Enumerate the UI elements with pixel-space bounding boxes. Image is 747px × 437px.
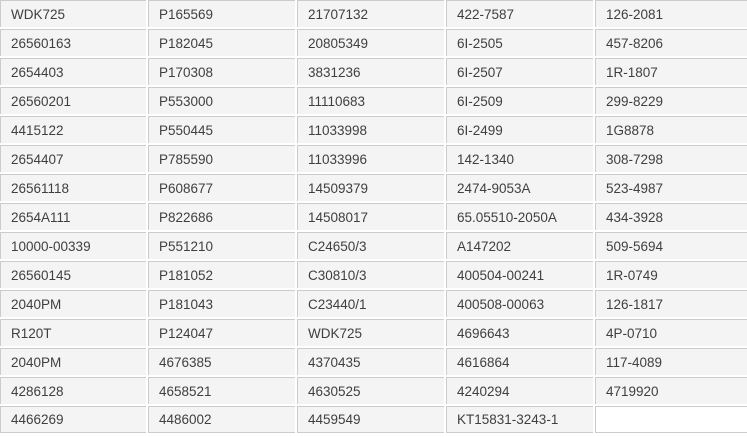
table-cell: 6I-2499 xyxy=(446,116,593,143)
table-cell: 4676385 xyxy=(148,348,295,375)
table-cell: 4P-0710 xyxy=(595,319,747,346)
table-cell: 1R-0749 xyxy=(595,261,747,288)
table-cell: 10000-00339 xyxy=(0,232,146,259)
table-cell: WDK725 xyxy=(0,0,146,27)
table-cell: 2474-9053A xyxy=(446,174,593,201)
table-cell: 26561118 xyxy=(0,174,146,201)
table-cell: 4466269 xyxy=(0,406,146,433)
table-cell: P822686 xyxy=(148,203,295,230)
table-cell: 126-2081 xyxy=(595,0,747,27)
table-cell: 21707132 xyxy=(297,0,444,27)
table-cell: 4658521 xyxy=(148,377,295,404)
table-cell: 6I-2509 xyxy=(446,87,593,114)
table-cell: 6I-2505 xyxy=(446,29,593,56)
table-cell: 523-4987 xyxy=(595,174,747,201)
table-cell: 4630525 xyxy=(297,377,444,404)
table-cell: WDK725 xyxy=(297,319,444,346)
table-cell: P550445 xyxy=(148,116,295,143)
table-cell: 11110683 xyxy=(297,87,444,114)
table-cell: 4370435 xyxy=(297,348,444,375)
table-cell: P124047 xyxy=(148,319,295,346)
table-cell: 2654403 xyxy=(0,58,146,85)
table-row xyxy=(0,377,747,404)
table-cell: 3831236 xyxy=(297,58,444,85)
table-cell xyxy=(595,406,747,433)
table-cell: 457-8206 xyxy=(595,29,747,56)
table-row xyxy=(0,174,747,201)
table-row xyxy=(0,261,747,288)
table-cell: 308-7298 xyxy=(595,145,747,172)
table-cell: 14509379 xyxy=(297,174,444,201)
table-cell: 117-4089 xyxy=(595,348,747,375)
table-cell: P553000 xyxy=(148,87,295,114)
table-cell: 11033998 xyxy=(297,116,444,143)
table-cell: 422-7587 xyxy=(446,0,593,27)
table-cell: 1R-1807 xyxy=(595,58,747,85)
table-row xyxy=(0,29,747,56)
table-cell: 4415122 xyxy=(0,116,146,143)
table-cell: 4719920 xyxy=(595,377,747,404)
table-cell: P608677 xyxy=(148,174,295,201)
table-row xyxy=(0,116,747,143)
table-cell: 2654407 xyxy=(0,145,146,172)
table-cell: C30810/3 xyxy=(297,261,444,288)
table-cell: 65.05510-2050A xyxy=(446,203,593,230)
table-cell: P181043 xyxy=(148,290,295,317)
table-row xyxy=(0,290,747,317)
table-cell: 2040PM xyxy=(0,290,146,317)
table-cell: KT15831-3243-1 xyxy=(446,406,593,433)
table-cell: 4696643 xyxy=(446,319,593,346)
table-cell: P551210 xyxy=(148,232,295,259)
table-cell: 400504-00241 xyxy=(446,261,593,288)
table-cell: 14508017 xyxy=(297,203,444,230)
table-row xyxy=(0,348,747,375)
table-cell: 4486002 xyxy=(148,406,295,433)
table-cell: 509-5694 xyxy=(595,232,747,259)
table-row xyxy=(0,0,747,27)
table-row xyxy=(0,58,747,85)
table-cell: P181052 xyxy=(148,261,295,288)
table-cell: 2040PM xyxy=(0,348,146,375)
table-cell: P165569 xyxy=(148,0,295,27)
table-cell: 26560145 xyxy=(0,261,146,288)
table-row xyxy=(0,87,747,114)
table-row xyxy=(0,232,747,259)
table-cell: C23440/1 xyxy=(297,290,444,317)
table-cell: 126-1817 xyxy=(595,290,747,317)
table-cell: R120T xyxy=(0,319,146,346)
table-cell: 2654A111 xyxy=(0,203,146,230)
table-cell: P785590 xyxy=(148,145,295,172)
table-cell: 6I-2507 xyxy=(446,58,593,85)
table-cell: 26560163 xyxy=(0,29,146,56)
table-cell: 4240294 xyxy=(446,377,593,404)
table-cell: 299-8229 xyxy=(595,87,747,114)
table-cell: 400508-00063 xyxy=(446,290,593,317)
table-cell: 4459549 xyxy=(297,406,444,433)
table-row xyxy=(0,203,747,230)
table-cell: 142-1340 xyxy=(446,145,593,172)
table-row xyxy=(0,145,747,172)
table-cell: 4616864 xyxy=(446,348,593,375)
table-cell: P170308 xyxy=(148,58,295,85)
table-cell: 1G8878 xyxy=(595,116,747,143)
table-cell: 26560201 xyxy=(0,87,146,114)
table-cell: 20805349 xyxy=(297,29,444,56)
table-cell: 11033996 xyxy=(297,145,444,172)
table-cell: P182045 xyxy=(148,29,295,56)
table-cell: C24650/3 xyxy=(297,232,444,259)
table-cell: A147202 xyxy=(446,232,593,259)
table-row xyxy=(0,319,747,346)
table-cell: 434-3928 xyxy=(595,203,747,230)
table-cell: 4286128 xyxy=(0,377,146,404)
table-row xyxy=(0,406,747,433)
